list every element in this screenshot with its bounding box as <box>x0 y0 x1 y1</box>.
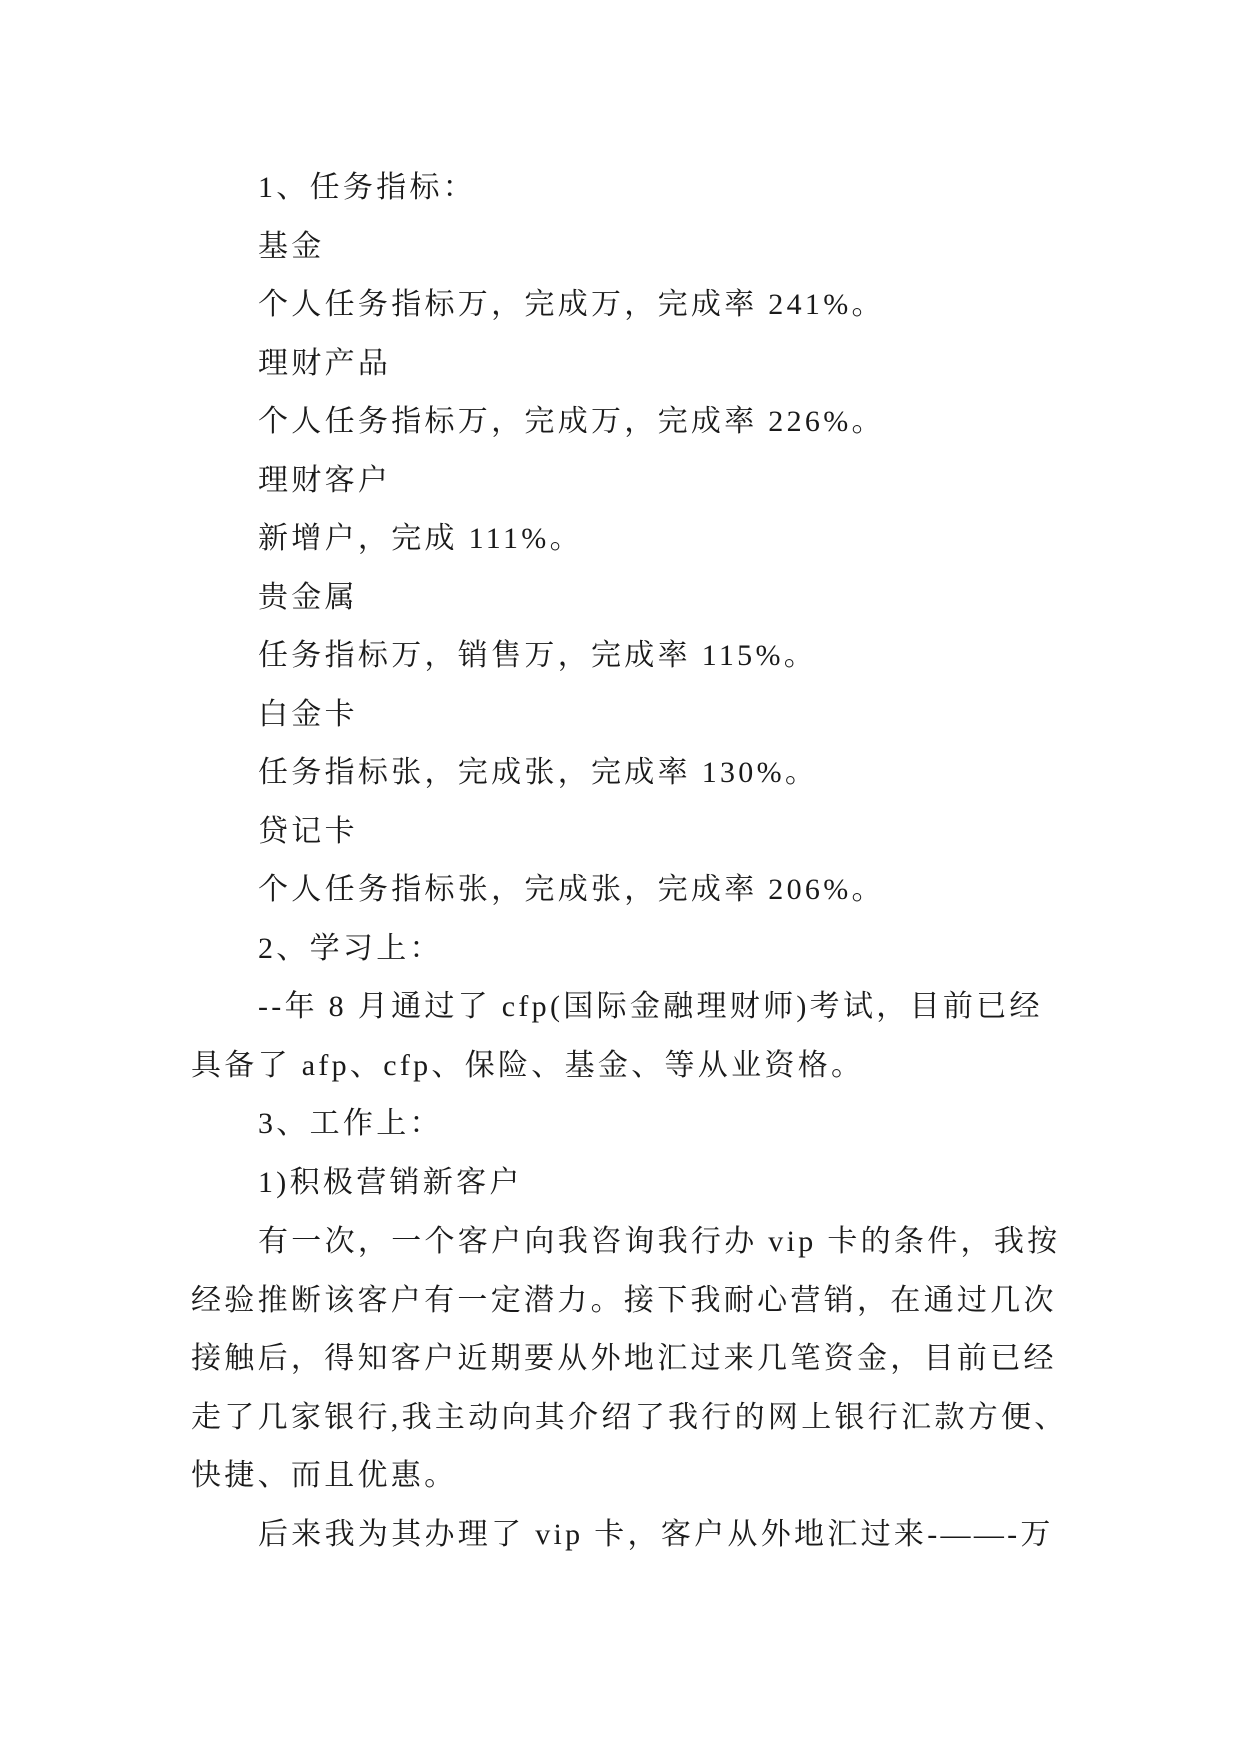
paragraph-line: 经验推断该客户有一定潜力。接下我耐心营销，在通过几次 <box>191 1283 1057 1317</box>
task-item-detail: 个人任务指标万，完成万，完成率 226%。 <box>258 405 885 438</box>
section-heading-tasks: 1、任务指标： <box>258 171 477 204</box>
paragraph-line: 快捷、而且优惠。 <box>191 1459 458 1492</box>
task-item-detail: 个人任务指标张，完成张，完成率 206%。 <box>258 873 885 906</box>
task-item-name: 理财客户 <box>258 463 392 497</box>
task-item-detail: 任务指标万，销售万，完成率 115%。 <box>258 639 818 672</box>
paragraph-line: 后来我为其办理了 vip 卡，客户从外地汇过来-——-万 <box>258 1517 1054 1551</box>
task-item-name: 贷记卡 <box>258 814 358 848</box>
paragraph-line: 有一次，一个客户向我咨询我行办 vip 卡的条件，我按 <box>258 1225 1061 1258</box>
task-item-detail: 任务指标张，完成张，完成率 130%。 <box>258 756 819 789</box>
section-heading-study: 2、学习上： <box>258 931 443 965</box>
task-item-name: 贵金属 <box>258 580 358 614</box>
document-body <box>191 159 1151 1564</box>
paragraph-line: 走了几家银行,我主动向其介绍了我行的网上银行汇款方便、 <box>191 1400 1068 1434</box>
section-heading-work: 3、工作上： <box>258 1107 443 1140</box>
sub-heading: 1)积极营销新客户 <box>258 1165 523 1199</box>
task-item-name: 白金卡 <box>258 697 358 731</box>
task-item-detail: 新增户，完成 111%。 <box>258 522 583 555</box>
paragraph-line: 接触后，得知客户近期要从外地汇过来几笔资金，目前已经 <box>191 1342 1057 1375</box>
paragraph-line: 具备了 afp、cfp、保险、基金、等从业资格。 <box>191 1048 865 1082</box>
task-item-name: 理财产品 <box>258 346 392 380</box>
task-item-detail: 个人任务指标万，完成万，完成率 241%。 <box>258 288 885 321</box>
task-item-name: 基金 <box>258 229 325 263</box>
paragraph-line: --年 8 月通过了 cfp(国际金融理财师)考试，目前已经 <box>258 990 1043 1023</box>
